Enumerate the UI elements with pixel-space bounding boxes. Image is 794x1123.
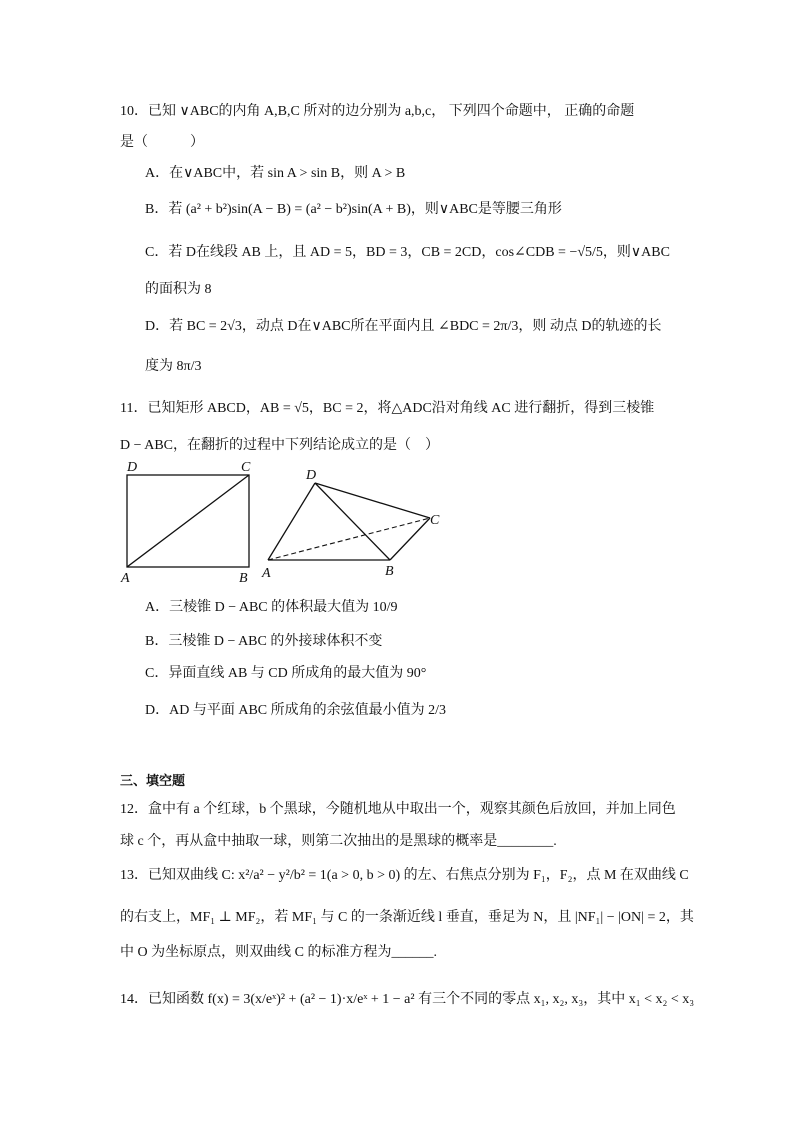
q10-option-c-line1: C．若 D在线段 AB 上，且 AD = 5，BD = 3，CB = 2CD，cos∠CDB = −√5/5，则∨ABC [145,245,670,260]
tetra-label-a: A [262,566,271,581]
tetrahedron-dabc-figure [261,468,440,581]
q11-option-b: B．三棱锥 D − ABC 的外接球体积不变 [145,634,383,649]
q10-option-d-line2: 度为 8π/3 [145,359,202,374]
q10-option-b: B．若 (a² + b²)sin(A − B) = (a² − b²)sin(A + B)，则∨ABC是等腰三角形 [145,202,562,217]
q13-stem-line2: 的右支上，MF₁ ⊥ MF₂，若 MF₁ 与 C 的一条渐近线 l 垂直，垂足为 N，且 |NF₁| − |ON| = 2，其 [120,910,694,925]
rectangle-abcd-figure [120,460,251,586]
q13-stem-line3: 中 O 为坐标原点，则双曲线 C 的标准方程为______. [120,945,437,960]
q10-stem-line2: 是（ ） [120,135,204,150]
q11-figure [115,456,455,586]
tetra-label-c: C [430,513,440,528]
tetra-label-d: D [306,468,317,483]
q11-option-d: D．AD 与平面 ABC 所成角的余弦值最小值为 2/3 [145,703,447,718]
q10-option-d-line1: D．若 BC = 2√3，动点 D在∨ABC所在平面内且 ∠BDC = 2π/3，则 动点 D的轨迹的长 [145,319,662,334]
q11-stem-line2: D − ABC，在翻折的过程中下列结论成立的是（ ） [120,438,440,453]
q12-stem-line2: 球 c 个，再从盒中抽取一球，则第二次抽出的是黑球的概率是________. [120,834,557,849]
q11-stem-line1: 11．已知矩形 ABCD，AB = √5，BC = 2，将△ADC沿对角线 AC 进行翻折，得到三棱锥 [120,401,655,416]
q12-stem-line1: 12．盒中有 a 个红球，b 个黑球，今随机地从中取出一个，观察其颜色后放回，并加上同色 [120,802,676,817]
q10-option-c-line2: 的面积为 8 [145,282,212,297]
q13-stem-line1: 13．已知双曲线 C: x²/a² − y²/b² = 1(a > 0, b > 0) 的左、右焦点分别为 F₁，F₂，点 M 在双曲线 C [120,868,689,883]
tetra-label-b: B [385,564,394,579]
q10-stem-line1: 10．已知 ∨ABC的内角 A,B,C 所对的边分别为 a,b,c， 下列四个命题中， 正确的命题 [120,104,635,119]
q14-stem-line1: 14．已知函数 f(x) = 3(x/eˣ)² + (a² − 1)·x/eˣ + 1 − a² 有三个不同的零点 x₁, x₂, x₃，其中 x₁ < x₂ < x₃ [120,992,695,1007]
section-heading: 三、填空题 [120,773,186,788]
q11-option-a: A．三棱锥 D − ABC 的体积最大值为 10/9 [145,600,398,615]
rect-label-b: B [239,571,248,586]
q11-option-c: C．异面直线 AB 与 CD 所成角的最大值为 90° [145,666,427,681]
q10-option-a: A．在∨ABC中，若 sin A > sin B，则 A > B [145,166,406,181]
rect-label-c: C [241,460,251,475]
rect-label-d: D [127,460,138,475]
rect-label-a: A [121,571,130,586]
